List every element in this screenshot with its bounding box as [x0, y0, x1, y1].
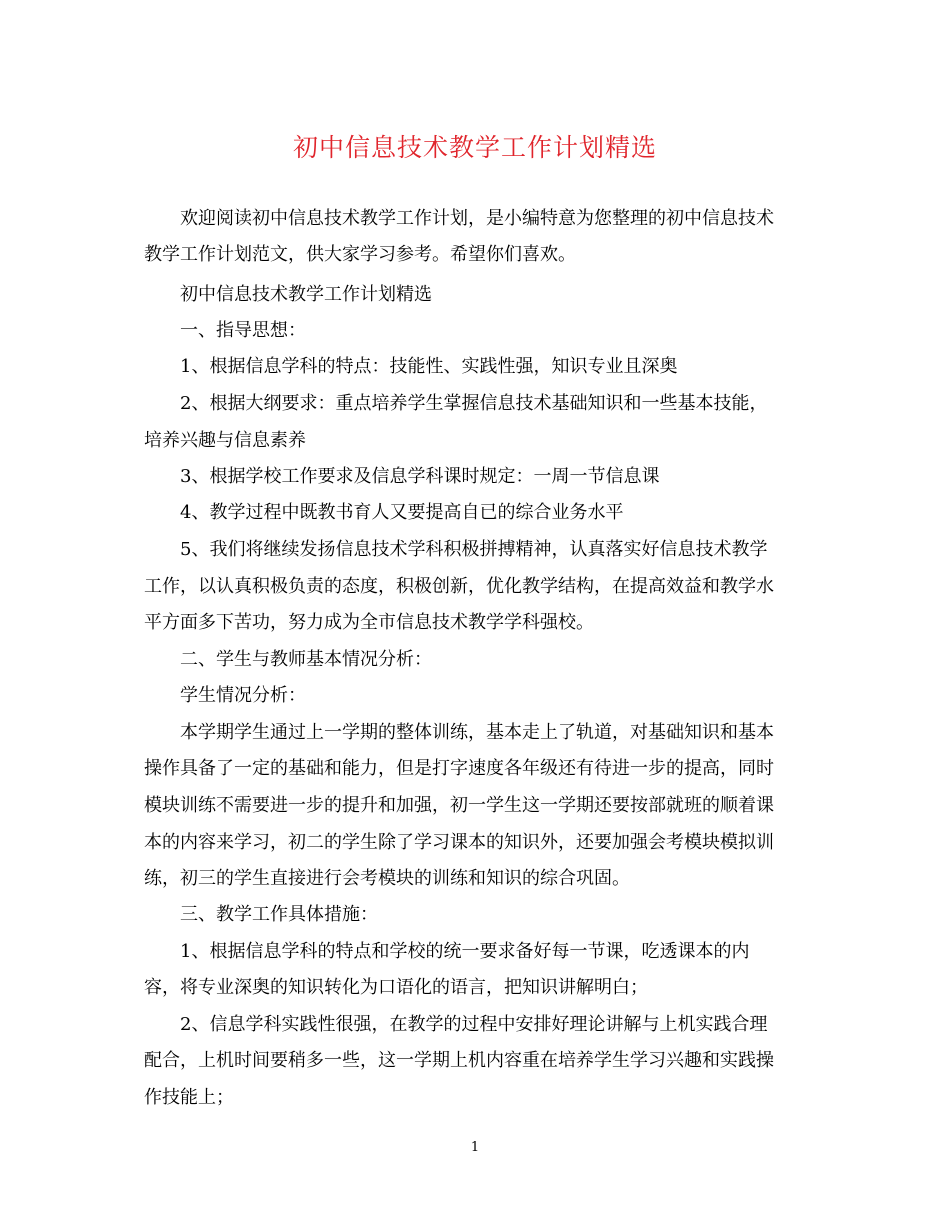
section-heading: 二、学生与教师基本情况分析： — [180, 649, 432, 670]
list-item-continuation: 平方面多下苦功，努力成为全市信息技术教学学科强校。 — [144, 612, 594, 633]
list-item-continuation: 培养兴趣与信息素养 — [144, 430, 306, 451]
paragraph-line: 练，初三的学生直接进行会考模块的训练和知识的综合巩固。 — [144, 868, 630, 889]
list-item-continuation: 作技能上； — [144, 1087, 234, 1108]
list-item: 2、信息学科实践性很强，在教学的过程中安排好理论讲解与上机实践合理 — [180, 1014, 768, 1035]
list-item: 3、根据学校工作要求及信息学科课时规定：一周一节信息课 — [180, 466, 660, 487]
section-heading: 一、指导思想： — [180, 320, 306, 341]
list-item: 5、我们将继续发扬信息技术学科积极拼搏精神，认真落实好信息技术教学 — [180, 539, 768, 560]
document-title: 初中信息技术教学工作计划精选 — [292, 133, 657, 162]
paragraph-line: 模块训练不需要进一步的提升和加强，初一学生这一学期还要按部就班的顺着课 — [144, 795, 774, 816]
section-heading: 三、教学工作具体措施： — [180, 904, 378, 925]
paragraph-line: 教学工作计划范文，供大家学习参考。希望你们喜欢。 — [144, 244, 576, 265]
paragraph-line: 本学期学生通过上一学期的整体训练，基本走上了轨道，对基础知识和基本 — [180, 722, 774, 743]
list-item: 2、根据大纲要求：重点培养学生掌握信息技术基础知识和一些基本技能， — [180, 393, 768, 414]
paragraph-line: 操作具备了一定的基础和能力，但是打字速度各年级还有待进一步的提高，同时 — [144, 758, 774, 779]
subsection-heading: 学生情况分析： — [180, 685, 306, 706]
list-item-continuation: 容，将专业深奥的知识转化为口语化的语言，把知识讲解明白； — [144, 977, 648, 998]
list-item-continuation: 配合，上机时间要稍多一些，这一学期上机内容重在培养学生学习兴趣和实践操 — [144, 1050, 774, 1071]
list-item: 1、根据信息学科的特点：技能性、实践性强，知识专业且深奥 — [180, 356, 678, 377]
page-number: 1 — [470, 1140, 480, 1155]
list-item: 1、根据信息学科的特点和学校的统一要求备好每一节课，吃透课本的内 — [180, 941, 750, 962]
paragraph-line: 欢迎阅读初中信息技术教学工作计划，是小编特意为您整理的初中信息技术 — [180, 208, 774, 229]
paragraph-line: 本的内容来学习，初二的学生除了学习课本的知识外，还要加强会考模块模拟训 — [144, 832, 774, 853]
list-item: 4、教学过程中既教书育人又要提高自已的综合业务水平 — [180, 502, 624, 523]
list-item-continuation: 工作，以认真积极负责的态度，积极创新，优化教学结构，在提高效益和教学水 — [144, 576, 774, 597]
paragraph-line: 初中信息技术教学工作计划精选 — [180, 284, 432, 305]
